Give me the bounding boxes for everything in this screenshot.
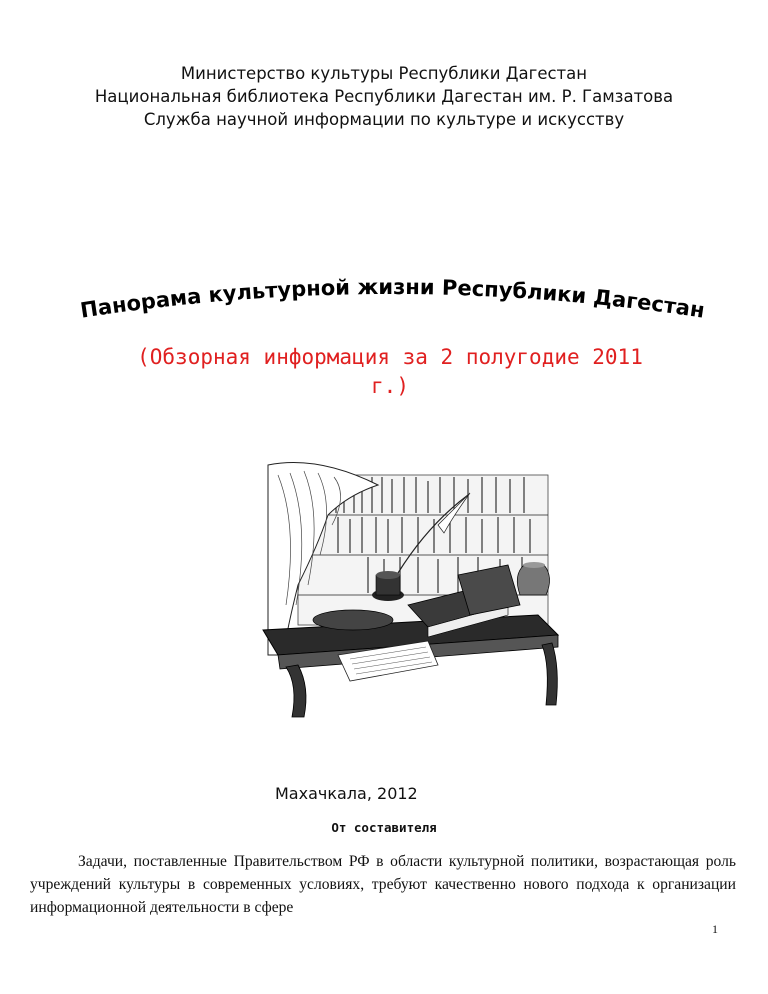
books-desk-illustration [258, 455, 563, 725]
service-line: Служба научной информации по культуре и искусству [143, 110, 625, 129]
engraving-image [258, 455, 563, 725]
body-paragraph-block [30, 850, 736, 919]
title-text: Панорама культурной жизни Республики Дагестан [78, 274, 707, 323]
page-number: 1 [712, 922, 718, 936]
subtitle-line-1: (Обзорная информация за 2 полугодие 2011 [137, 345, 643, 369]
intro-paragraph: Задачи, поставленные Правительством РФ в области культурной политики, возрастающая роль учреждений культуры в современных условиях, требуют качественно нового подхода к организации информационной деятельности в сфере [30, 853, 736, 916]
library-line: Национальная библиотека Республики Дагестан им. Р. Гамзатова [94, 87, 674, 106]
subtitle-line-2: г.) [371, 374, 409, 398]
subtitle [60, 343, 720, 401]
section-heading: От составителя [331, 820, 437, 835]
document-title [60, 272, 720, 332]
city-year: Махачкала, 2012 [275, 784, 418, 803]
document-header [0, 62, 768, 131]
ministry-line: Министерство культуры Республики Дагестан [180, 64, 588, 83]
